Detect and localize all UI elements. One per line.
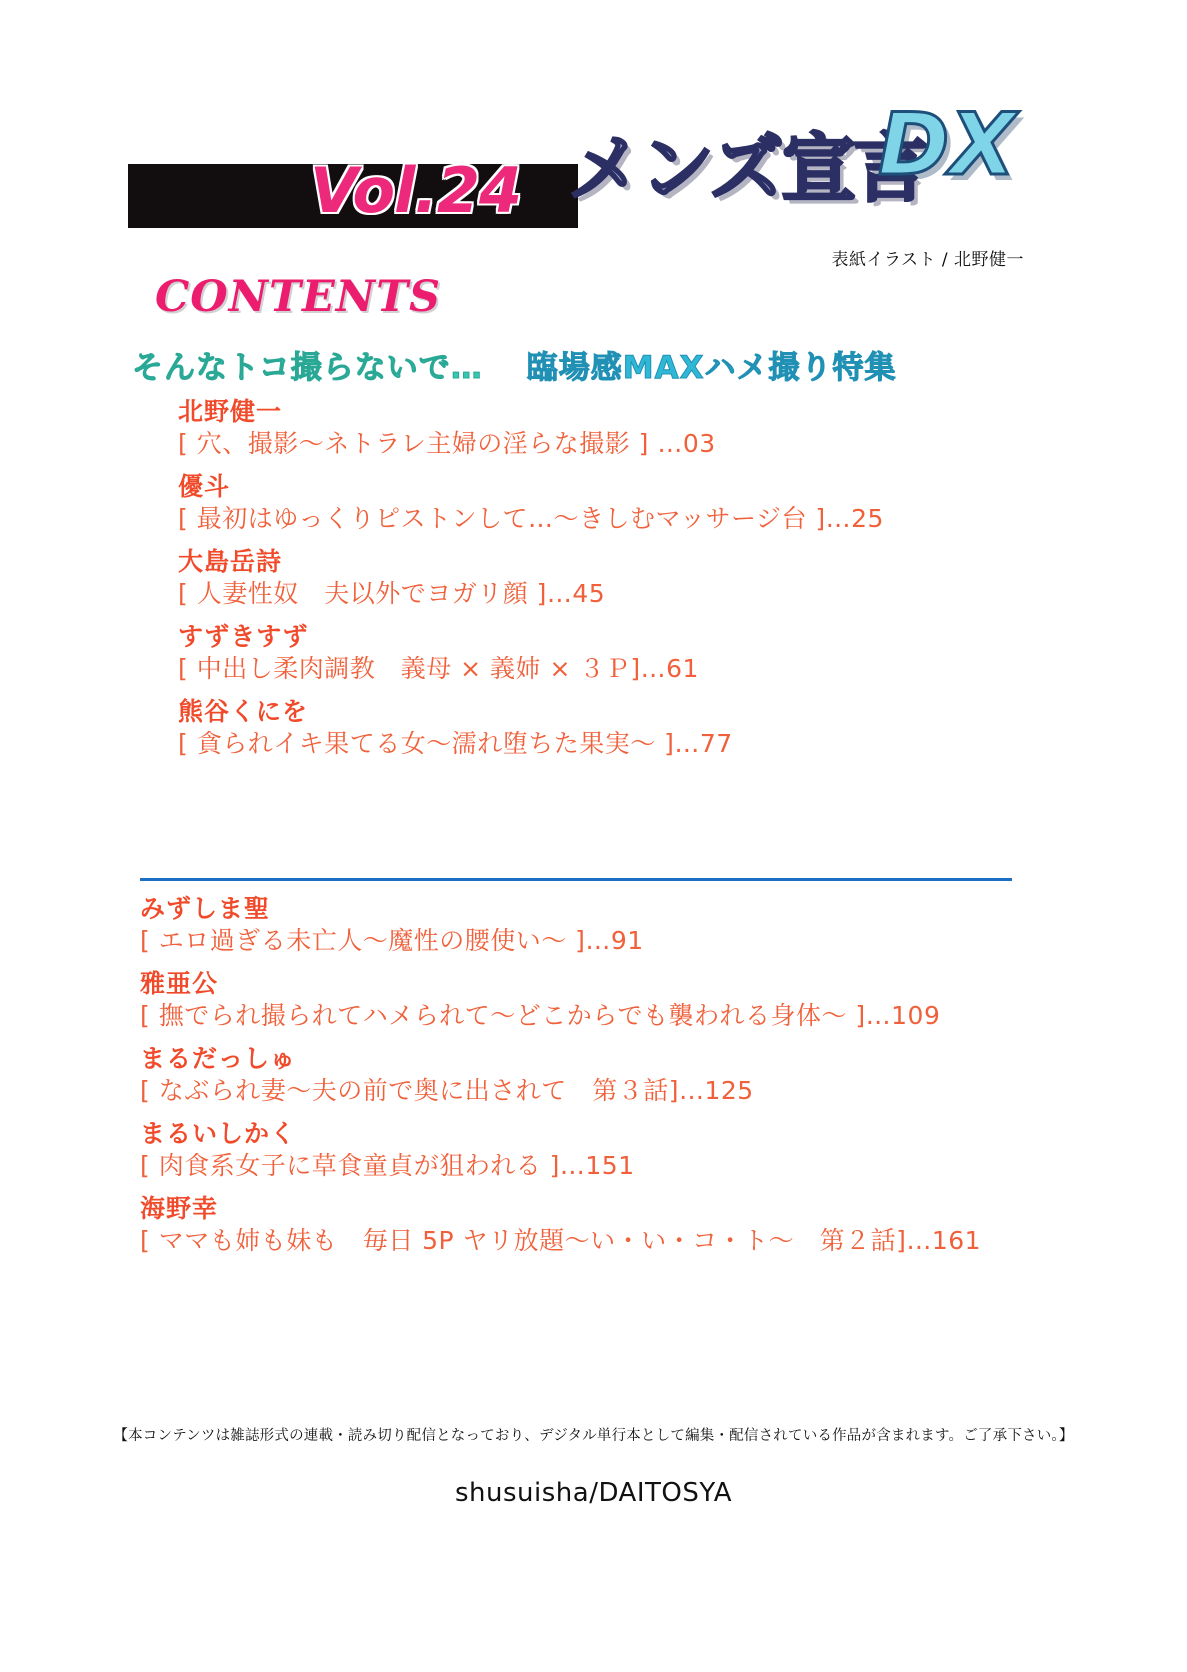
volume-label: Vol.24 [310, 154, 522, 227]
entry-title: [ エロ過ぎる未亡人〜魔性の腰使い〜 ]…91 [140, 926, 644, 956]
list-item[interactable] [0, 396, 1187, 461]
list-item[interactable] [0, 968, 1187, 1033]
entry-author: 雅亜公 [140, 969, 219, 998]
feature-banner [132, 342, 1032, 387]
entry-title: [ 中出し柔肉調教 義母 × 義姉 × ３Ｐ]…61 [178, 654, 699, 684]
entry-author: すずきすず [178, 622, 309, 651]
entry-author: 熊谷くにを [178, 697, 309, 726]
feature-line-1: そんなトコ撮らないで… [132, 350, 483, 386]
publisher-imprint: shusuisha/DAITOSYA [455, 1478, 732, 1508]
entry-author: まるいしかく [140, 1119, 297, 1148]
list-item[interactable] [0, 471, 1187, 536]
featured-entry-list [0, 396, 1187, 771]
list-item[interactable] [0, 621, 1187, 686]
entry-title: [ 穴、撮影〜ネトラレ主婦の淫らな撮影 ] …03 [178, 429, 716, 459]
entry-title: [ 撫でられ撮られてハメられて〜どこからでも襲われる身体〜 ]…109 [140, 1001, 941, 1031]
feature-line-2: 臨場感MAXハメ撮り特集 [526, 350, 897, 386]
entry-author: まるだっしゅ [140, 1044, 297, 1073]
cover-illustration-credit: 表紙イラスト / 北野健一 [831, 250, 1024, 270]
entry-title: [ なぶられ妻〜夫の前で奥に出されて 第３話]…125 [140, 1076, 754, 1106]
list-item[interactable] [0, 1118, 1187, 1183]
entry-title: [ 最初はゆっくりピストンして…〜きしむマッサージ台 ]…25 [178, 504, 884, 534]
magazine-logo-jp: メンズ宣言 [568, 126, 926, 212]
entry-title: [ 人妻性奴 夫以外でヨガリ顔 ]…45 [178, 579, 606, 609]
list-item[interactable] [0, 696, 1187, 761]
entry-author: 優斗 [178, 472, 231, 501]
entry-list [0, 893, 1187, 1268]
entry-title: [ ママも姉も妹も 毎日 5P ヤリ放題〜い・い・コ・ト〜 第２話]…161 [140, 1226, 982, 1256]
list-item[interactable] [0, 893, 1187, 958]
list-item[interactable] [0, 1043, 1187, 1108]
entry-author: みずしま聖 [140, 894, 271, 923]
entry-author: 大島岳詩 [178, 547, 283, 576]
entry-title: [ 貪られイキ果てる女〜濡れ堕ちた果実〜 ]…77 [178, 729, 733, 759]
page-title: CONTENTS [155, 272, 442, 322]
list-item[interactable] [0, 1193, 1187, 1258]
entry-title: [ 肉食系女子に草食童貞が狙われる ]…151 [140, 1151, 635, 1181]
content-note: 【本コンテンツは雑誌形式の連載・読み切り配信となっており、デジタル単行本として編集・配信されている作品が含まれます。ご了承下さい。】 [113, 1428, 1074, 1444]
magazine-logo-dx: DX [878, 95, 1016, 195]
section-divider [140, 878, 1012, 881]
list-item[interactable] [0, 546, 1187, 611]
masthead [0, 95, 1187, 270]
entry-author: 北野健一 [178, 397, 283, 426]
entry-author: 海野幸 [140, 1194, 219, 1223]
